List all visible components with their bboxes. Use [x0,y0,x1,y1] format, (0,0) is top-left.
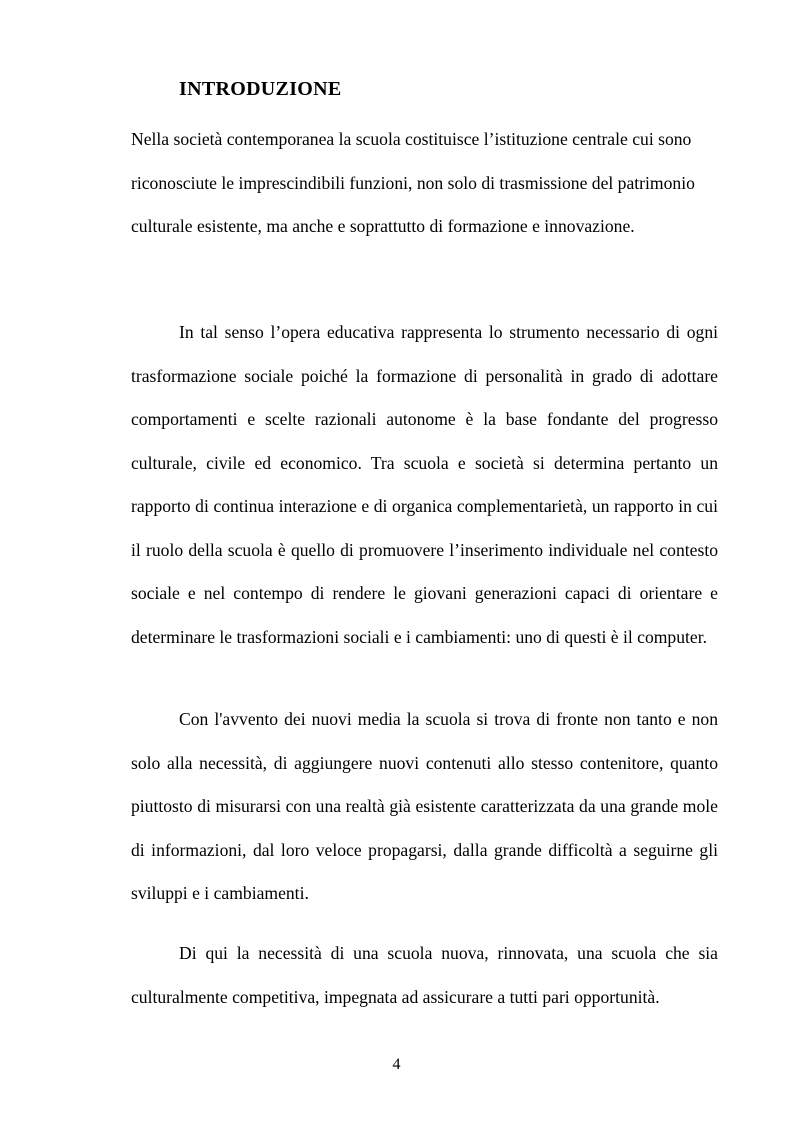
paragraph-3: Con l'avvento dei nuovi media la scuola si trova di fronte non tanto e non solo alla necessità, di aggiungere nuovi contenuti allo stesso contenitore, quanto piuttosto di misurarsi con una realtà già esistente caratterizzata da una grande mole di informazioni, dal loro veloce propagarsi, dalla grande difficoltà a seguirne gli sviluppi e i cambiamenti. [131,709,718,903]
section-heading: INTRODUZIONE [179,78,342,100]
paragraph-1: Nella società contemporanea la scuola costituisce l’istituzione centrale cui sono riconosciute le imprescindibili funzioni, non solo di trasmissione del patrimonio culturale esistente, ma anche e soprattutto di formazione e innovazione. [131,129,695,236]
paragraph-2: In tal senso l’opera educativa rappresenta lo strumento necessario di ogni trasformazione sociale poiché la formazione di personalità in grado di adottare comportamenti e scelte razionali autonome è la base fondante del progresso culturale, civile ed economico. Tra scuola e società si determina pertanto un rapporto di continua interazione e di organica complementarietà, un rapporto in cui il ruolo della scuola è quello di promuovere l’inserimento individuale nel contesto sociale e nel contempo di rendere le giovani generazioni capaci di orientare e determinare le trasformazioni sociali e i cambiamenti: uno di questi è il computer. [131,322,718,647]
paragraph-4: Di qui la necessità di una scuola nuova, rinnovata, una scuola che sia culturalmente competitiva, impegnata ad assicurare a tutti pari opportunità. [131,943,718,1007]
page-number: 4 [392,1056,401,1073]
